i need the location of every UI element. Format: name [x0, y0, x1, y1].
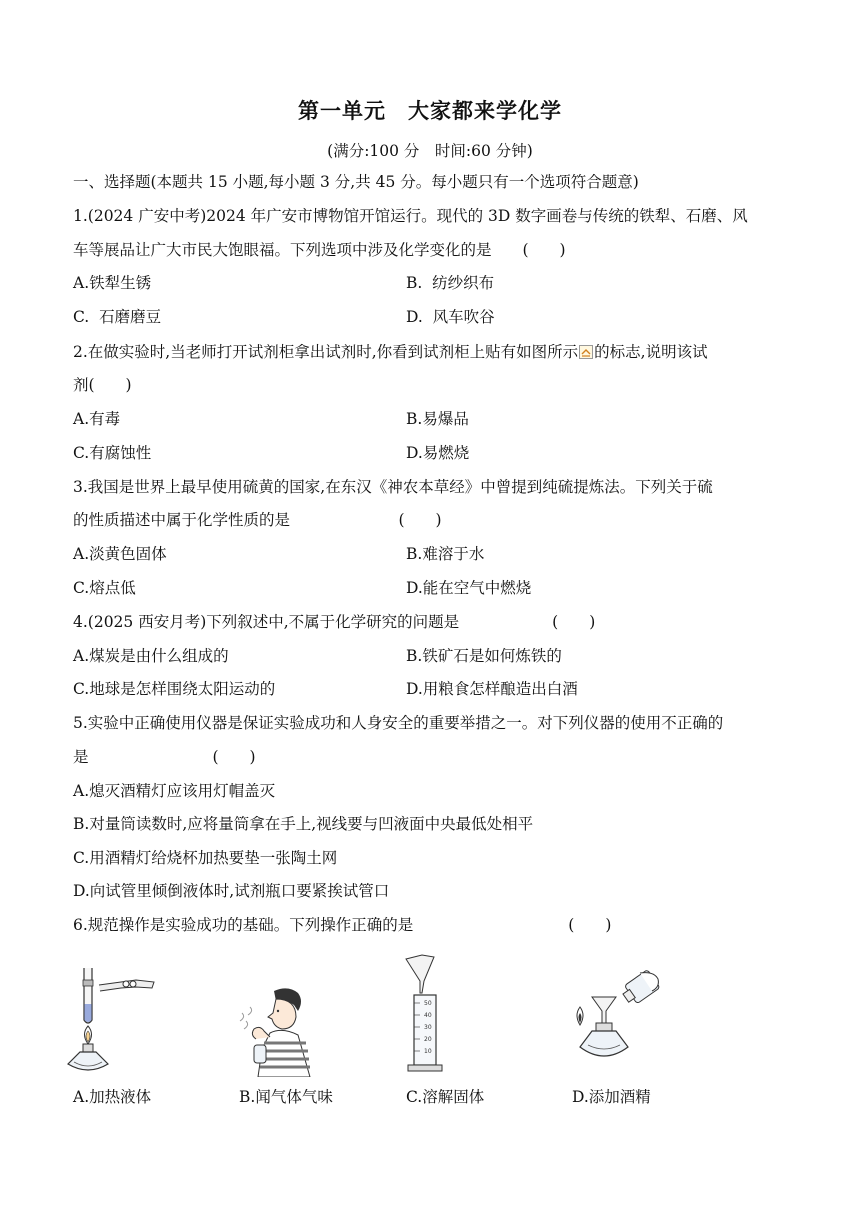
smell-gas-figure [236, 985, 316, 1077]
q3-stem-line2: 的性质描述中属于化学性质的是 ( ) [73, 511, 442, 529]
q1-option-d: D. 风车吹谷 [406, 308, 495, 326]
q3-stem-line1: 3.我国是世界上最早使用硫黄的国家,在东汉《神农本草经》中曾提到纯硫提炼法。下列关于硫 [73, 478, 713, 496]
q4-stem-line1: 4.(2025 西安月考)下列叙述中,不属于化学研究的问题是 ( ) [73, 613, 596, 631]
q1-stem-line2: 车等展品让广大市民大饱眼福。下列选项中涉及化学变化的是 ( ) [73, 241, 566, 259]
q6-option-d: D.添加酒精 [572, 1088, 651, 1106]
page-title: 第一单元 大家都来学化学 [298, 99, 562, 123]
section-heading: 一、选择题(本题共 15 小题,每小题 3 分,共 45 分。每小题只有一个选项符合题意) [73, 173, 639, 191]
cylinder-tick-20: 20 [424, 1036, 432, 1043]
q4-option-d: D.用粮食怎样酿造出白酒 [406, 680, 578, 698]
q1-option-a: A.铁犁生锈 [73, 274, 152, 292]
heating-liquid-figure [66, 960, 166, 1075]
q2-stem-part2: 的标志,说明该试 [594, 343, 708, 361]
q2-stem-line1 [73, 341, 708, 363]
add-alcohol-figure [570, 965, 670, 1075]
q2-option-b: B.易爆品 [406, 410, 469, 428]
q6-option-c: C.溶解固体 [406, 1088, 485, 1106]
q4-option-b: B.铁矿石是如何炼铁的 [406, 647, 562, 665]
q1-stem-line1: 1.(2024 广安中考)2024 年广安市博物馆开馆运行。现代的 3D 数字画卷与传统的铁犁、石磨、风 [73, 207, 748, 225]
q3-option-a: A.淡黄色固体 [73, 545, 167, 563]
q3-option-d: D.能在空气中燃烧 [406, 579, 532, 597]
q2-option-c: C.有腐蚀性 [73, 444, 152, 462]
measuring-cylinder-figure [400, 953, 450, 1075]
q5-stem-line1: 5.实验中正确使用仪器是保证实验成功和人身安全的重要举措之一。对下列仪器的使用不正确的 [73, 714, 724, 732]
q5-option-c: C.用酒精灯给烧杯加热要垫一张陶土网 [73, 849, 338, 867]
q1-option-b: B. 纺纱织布 [406, 274, 495, 292]
cylinder-tick-10: 10 [424, 1048, 432, 1055]
q2-stem-part1: 2.在做实验时,当老师打开试剂柜拿出试剂时,你看到试剂柜上贴有如图所示 [73, 343, 579, 361]
cylinder-tick-40: 40 [424, 1012, 432, 1019]
q6-stem-line1: 6.规范操作是实验成功的基础。下列操作正确的是 ( ) [73, 916, 612, 934]
cylinder-tick-30: 30 [424, 1024, 432, 1031]
q3-option-c: C.熔点低 [73, 579, 136, 597]
q5-option-d: D.向试管里倾倒液体时,试剂瓶口要紧挨试管口 [73, 882, 390, 900]
q6-option-b: B.闻气体气味 [239, 1088, 333, 1106]
exam-info: (满分:100 分 时间:60 分钟) [327, 142, 533, 160]
q4-option-a: A.煤炭是由什么组成的 [73, 647, 229, 665]
hazard-label-icon [579, 343, 593, 357]
q2-option-d: D.易燃烧 [406, 444, 470, 462]
q3-option-b: B.难溶于水 [406, 545, 485, 563]
cylinder-tick-50: 50 [424, 1000, 432, 1007]
q1-option-c: C. 石磨磨豆 [73, 308, 162, 326]
q5-stem-line2: 是 ( ) [73, 748, 256, 766]
q5-option-b: B.对量筒读数时,应将量筒拿在手上,视线要与凹液面中央最低处相平 [73, 815, 534, 833]
q5-option-a: A.熄灭酒精灯应该用灯帽盖灭 [73, 782, 276, 800]
q6-option-a: A.加热液体 [73, 1088, 152, 1106]
q2-stem-line2: 剂( ) [73, 376, 132, 394]
q4-option-c: C.地球是怎样围绕太阳运动的 [73, 680, 276, 698]
q2-option-a: A.有毒 [73, 410, 121, 428]
